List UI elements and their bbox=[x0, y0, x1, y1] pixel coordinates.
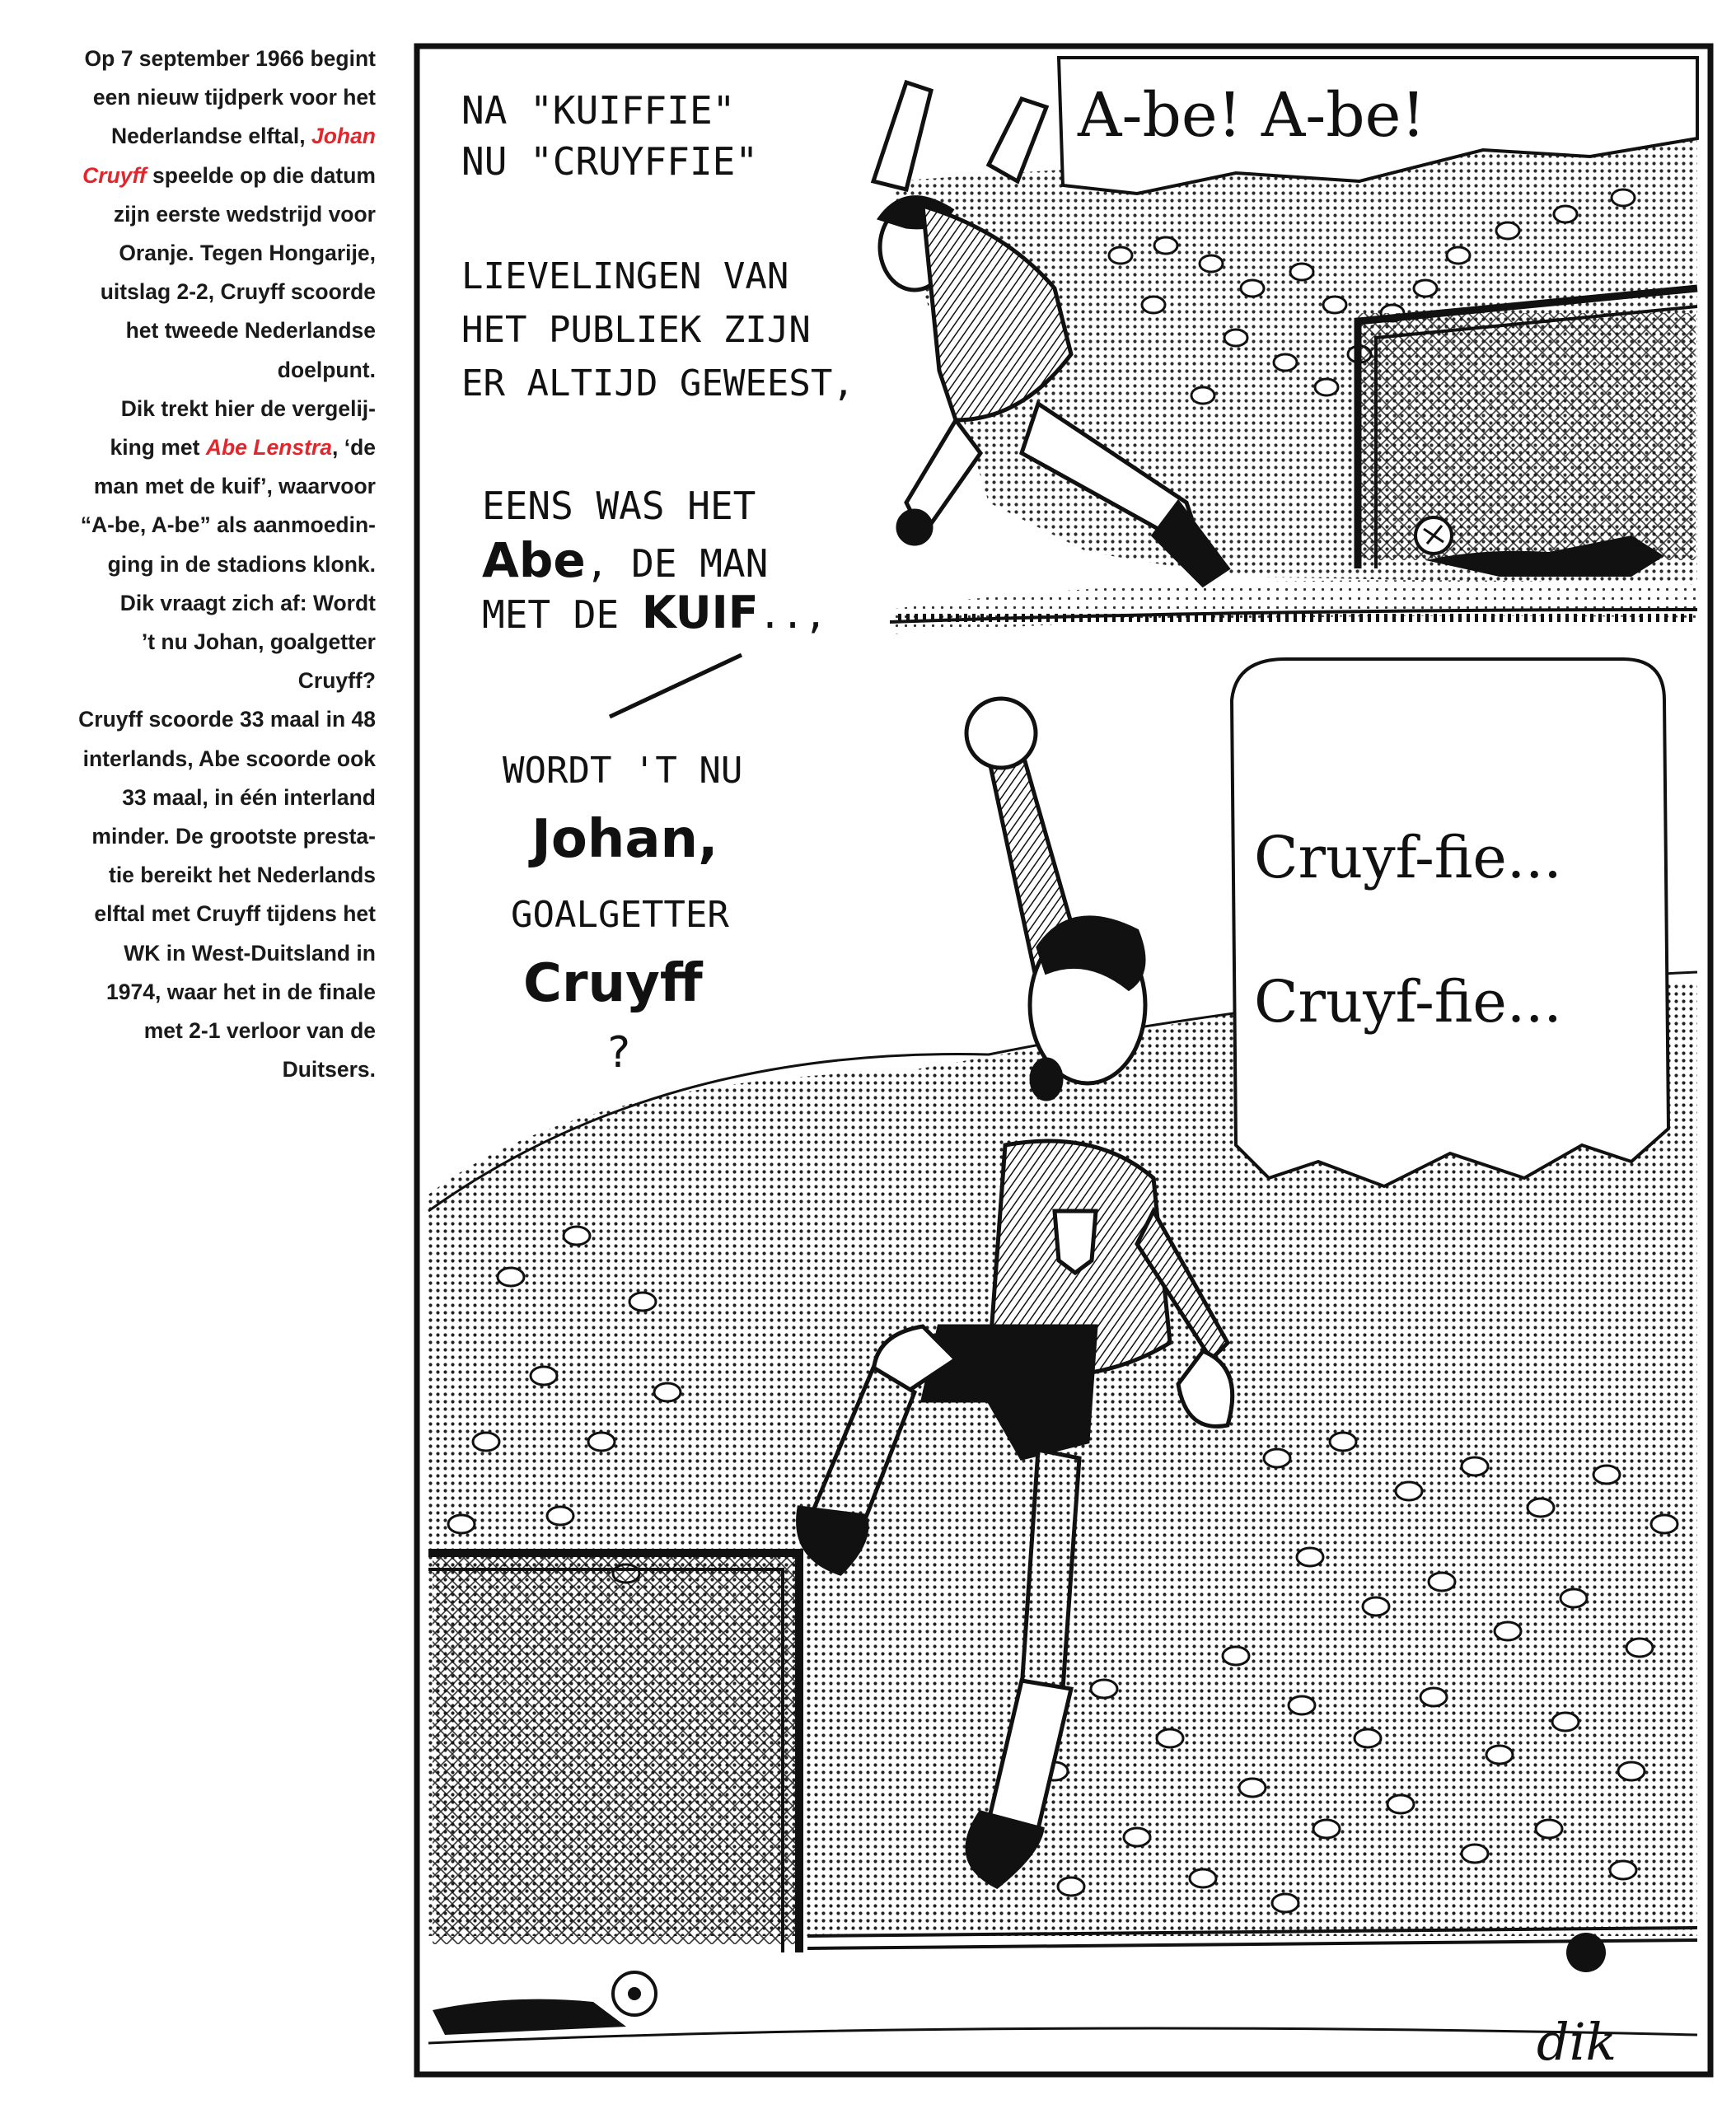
caption-line bbox=[33, 273, 376, 311]
caption-segment: Duitsers. bbox=[282, 1057, 376, 1083]
caption-segment: Dik trekt hier de vergelij- bbox=[120, 395, 376, 421]
caption-segment: , ‘de bbox=[331, 435, 376, 461]
caption-line bbox=[33, 662, 376, 700]
caption-line bbox=[33, 545, 376, 584]
caption-segment: “A-be, A-be” als aanmoedin- bbox=[80, 512, 376, 538]
caption-line bbox=[33, 856, 376, 895]
question-mark: ? bbox=[606, 1028, 632, 1078]
caption-segment: man met de kuif’, waarvoor bbox=[93, 474, 376, 499]
top-text-line2: NU "CRUYFFIE" bbox=[461, 139, 759, 184]
caption-line bbox=[33, 311, 376, 350]
caption-segment: elftal met Cruyff tijdens het bbox=[94, 901, 376, 927]
caption-line bbox=[33, 1050, 376, 1089]
caption-segment: een nieuw tijdperk voor het bbox=[92, 85, 376, 110]
middle-text-line1: EENS WAS HET bbox=[482, 484, 756, 528]
far-ball bbox=[1566, 1933, 1606, 1972]
caption-line bbox=[33, 895, 376, 933]
caption-line bbox=[33, 740, 376, 779]
caption-highlight-name: Cruyff bbox=[82, 162, 147, 188]
caption-line bbox=[33, 934, 376, 973]
caption-line bbox=[33, 78, 376, 117]
caption-segment: met 2-1 verloor van de bbox=[143, 1018, 376, 1044]
caption-segment: Op 7 september 1966 begint bbox=[84, 46, 376, 71]
chant-text-bottom-line1: Cruyf-fie... bbox=[1254, 824, 1562, 891]
top-goal bbox=[1358, 288, 1697, 568]
caption-segment: Oranje. Tegen Hongarije, bbox=[119, 241, 376, 266]
caption-line bbox=[33, 195, 376, 234]
caption-segment: minder. De grootste presta- bbox=[91, 824, 376, 849]
caption-segment: ging in de stadions klonk. bbox=[107, 551, 376, 577]
question-cruyff: Cruyff bbox=[523, 953, 703, 1014]
middle-text-line2: Abe, DE MAN bbox=[482, 532, 769, 588]
caption-segment: WK in West-Duitsland in bbox=[124, 940, 376, 966]
caption-segment: Nederlandse elftal, bbox=[110, 124, 311, 149]
caption-line bbox=[33, 700, 376, 739]
top-text-line3: LIEVELINGEN VAN bbox=[461, 255, 789, 297]
caption-segment: Dik vraagt zich af: Wordt bbox=[119, 590, 376, 615]
caption-segment: 33 maal, in één interland bbox=[122, 784, 376, 810]
top-text-line5: ER ALTIJD GEWEEST, bbox=[461, 362, 854, 404]
chant-text-bottom-line2: Cruyf-fie... bbox=[1254, 968, 1562, 1036]
caption-line bbox=[33, 390, 376, 428]
cartoon-illustration bbox=[412, 41, 1715, 2079]
caption-segment: ’t nu Johan, goalgetter bbox=[141, 629, 376, 655]
caption-segment: interlands, Abe scoorde ook bbox=[82, 746, 376, 771]
question-johan: Johan, bbox=[531, 809, 718, 870]
caption-line bbox=[33, 157, 376, 195]
caption-line bbox=[33, 117, 376, 156]
chant-banner-bottom bbox=[1232, 659, 1668, 1186]
caption-line bbox=[33, 584, 376, 623]
bottom-goal bbox=[428, 1553, 799, 1952]
caption-line bbox=[33, 351, 376, 390]
caption-highlight-name: Johan bbox=[311, 124, 376, 149]
caption-highlight-name: Abe Lenstra bbox=[205, 435, 332, 461]
caption-line bbox=[33, 973, 376, 1012]
caption-line bbox=[33, 40, 376, 78]
chant-text-top: A-be! A-be! bbox=[1078, 80, 1426, 151]
caption-line bbox=[33, 779, 376, 817]
question-line3: GOALGETTER bbox=[511, 894, 729, 936]
caption-segment: Cruyff? bbox=[297, 668, 376, 694]
caption-line bbox=[33, 467, 376, 506]
caption-line bbox=[33, 234, 376, 273]
caption-segment: 1974, waar het in de finale bbox=[106, 979, 376, 1004]
caption-segment: het tweede Nederlandse bbox=[125, 318, 376, 344]
top-text-line4: HET PUBLIEK ZIJN bbox=[461, 309, 811, 351]
caption-line bbox=[33, 817, 376, 856]
caption-segment: king met bbox=[110, 435, 206, 461]
caption-line bbox=[33, 506, 376, 545]
caption-segment: Cruyff scoorde 33 maal in 48 bbox=[78, 707, 376, 732]
caption-text bbox=[33, 40, 376, 1089]
caption-segment: doelpunt. bbox=[277, 357, 376, 382]
caption-segment: zijn eerste wedstrijd voor bbox=[113, 201, 376, 227]
top-text-line1: NA "KUIFFIE" bbox=[461, 88, 736, 133]
question-line1: WORDT 'T NU bbox=[503, 750, 743, 792]
caption-line bbox=[33, 428, 376, 467]
signature: dik bbox=[1537, 2012, 1617, 2072]
caption-segment: speelde op die datum bbox=[146, 162, 376, 188]
caption-segment: uitslag 2-2, Cruyff scoorde bbox=[100, 279, 376, 305]
caption-segment: tie bereikt het Nederlands bbox=[109, 863, 376, 888]
middle-text-line3: MET DE KUIF.., bbox=[482, 587, 827, 638]
caption-line bbox=[33, 623, 376, 662]
caption-line bbox=[33, 1012, 376, 1050]
